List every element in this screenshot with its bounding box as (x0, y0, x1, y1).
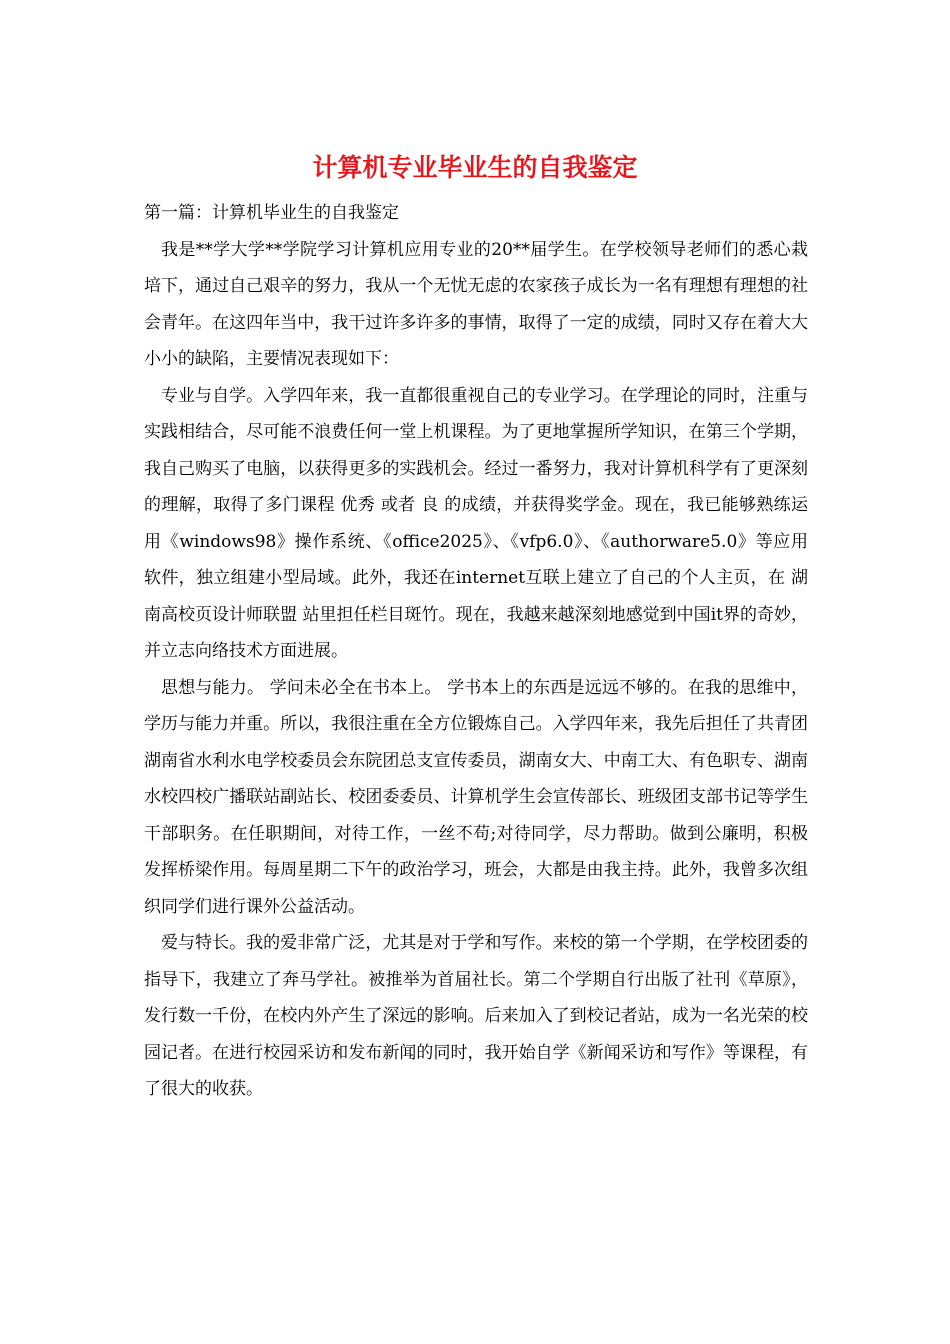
paragraph-thought-and-ability: 思想与能力。 学问未必全在书本上。 学书本上的东西是远远不够的。在我的思维中，学历与能力并重。所以，我很注重在全方位锻炼自己。入学四年来，我先后担任了共青团湖南省水利水电学校委员会东院团总支宣传委员，湖南女大、中南工大、有色职专、湖南水校四校广播联站副站长、校团委委员、计算机学生会宣传部长、班级团支部书记等学生干部职务。在任职期间，对待工作，一丝不苟;对待同学，尽力帮助。做到公廉明，积极发挥桥梁作用。每周星期二下午的政治学习，班会，大都是由我主持。此外，我曾多次组织同学们进行课外公益活动。 (144, 677, 808, 917)
paragraph-intro: 我是**学大学**学院学习计算机应用专业的20**届学生。在学校领导老师们的悉心栽培下，通过自己艰辛的努力，我从一个无忧无虑的农家孩子成长为一名有理想有理想的社会青年。在这四年当中，我干过许多许多的事情，取得了一定的成绩，同时又存在着大大小小的缺陷，主要情况表现如下： (144, 239, 808, 369)
section-subtitle: 第一篇：计算机毕业生的自我鉴定 (144, 203, 399, 223)
paragraph-hobbies-and-strengths: 爱与特长。我的爱非常广泛，尤其是对于学和写作。来校的第一个学期，在学校团委的指导下，我建立了奔马学社。被推举为首届社长。第二个学期自行出版了社刊《草原》，发行数一千份，在校内外产生了深远的影响。后来加入了到校记者站，成为一名光荣的校园记者。在进行校园采访和发布新闻的同时，我开始自学《新闻采访和写作》等课程，有了很大的收获。 (144, 933, 808, 1099)
document-body (144, 195, 808, 1108)
document-title: 计算机专业毕业生的自我鉴定 (312, 153, 638, 182)
paragraph-major-and-self-study: 专业与自学。入学四年来，我一直都很重视自己的专业学习。在学理论的同时，注重与实践相结合，尽可能不浪费任何一堂上机课程。为了更地掌握所学知识，在第三个学期，我自己购买了电脑，以获得更多的实践机会。经过一番努力，我对计算机科学有了更深刻的理解，取得了多门课程 优秀 或者 良 的成绩，并获得奖学金。现在，我已能够熟练运用《windows98》操作系统、《office2025》、《vfp6.0》、《authorware5.0》等应用软件，独立组建小型局域。此外，我还在internet互联上建立了自己的个人主页，在 湖南高校页设计师联盟 站里担任栏目斑竹。现在，我越来越深刻地感觉到中国it界的奇妙，并立志向络技术方面进展。 (144, 385, 808, 661)
